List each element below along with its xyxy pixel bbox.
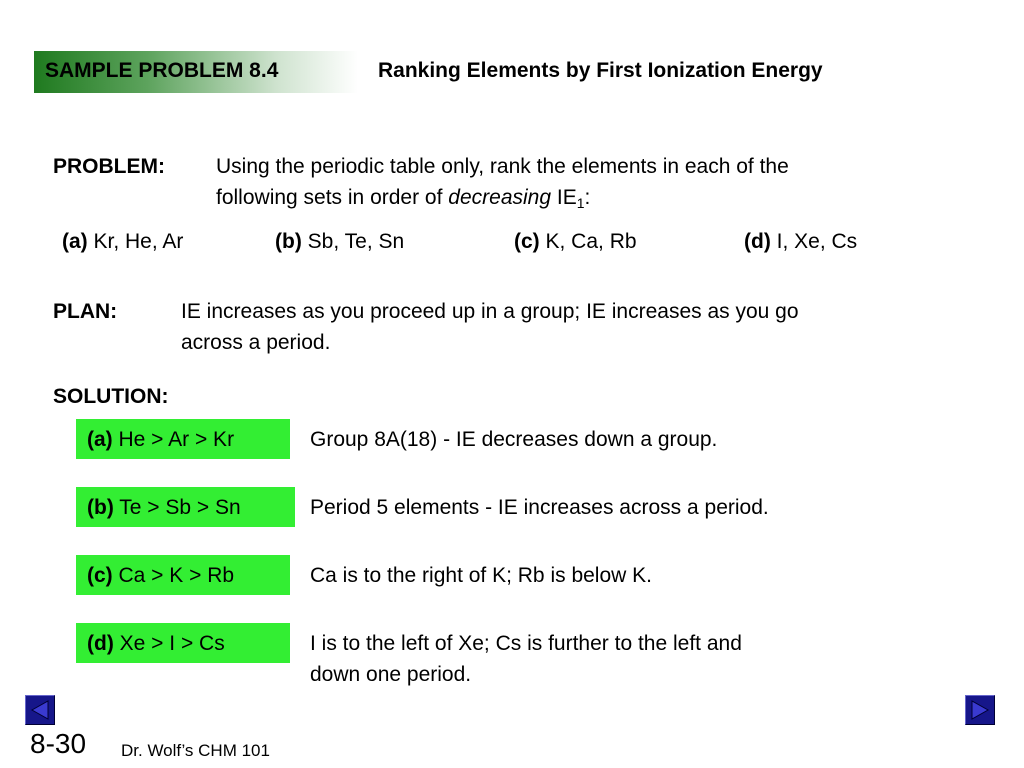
set-b-elements: Sb, Te, Sn <box>301 230 405 253</box>
previous-slide-button[interactable] <box>25 695 55 725</box>
set-a-elements: Kr, He, Ar <box>87 230 184 253</box>
answer-c-order: Ca > K > Rb <box>112 564 235 587</box>
answer-a-ranking <box>87 428 234 452</box>
answer-b-letter: (b) <box>87 496 114 519</box>
answer-b-ranking <box>87 496 241 520</box>
set-b <box>275 230 404 254</box>
answer-c-explanation: Ca is to the right of K; Rb is below K. <box>310 564 652 587</box>
answer-c-ranking <box>87 564 234 588</box>
page-title: Ranking Elements by First Ionization Energy <box>378 59 823 82</box>
answer-d-explanation <box>310 628 910 690</box>
answer-b-explanation: Period 5 elements - IE increases across a period. <box>310 496 769 519</box>
set-d-letter: (d) <box>744 230 771 253</box>
set-c <box>514 230 637 254</box>
sample-problem-label: SAMPLE PROBLEM 8.4 <box>45 59 279 82</box>
course-footer: Dr. Wolf’s CHM 101 <box>121 741 270 760</box>
answer-a-letter: (a) <box>87 428 113 451</box>
ie-symbol: IE <box>551 186 577 209</box>
problem-label: PROBLEM: <box>53 155 165 178</box>
set-b-letter: (b) <box>275 230 302 253</box>
answer-a-order: He > Ar > Kr <box>112 428 235 451</box>
answer-d-letter: (d) <box>87 632 114 655</box>
answer-b-order: Te > Sb > Sn <box>113 496 241 519</box>
slide-number: 8-30 <box>30 728 87 759</box>
problem-line-2-text: following sets in order of <box>216 186 449 209</box>
set-a <box>62 230 183 254</box>
problem-line-1: Using the periodic table only, rank the elements in each of the <box>216 155 789 178</box>
ie-subscript: 1 <box>576 195 585 211</box>
decreasing-emphasis: decreasing <box>448 186 552 209</box>
next-slide-button[interactable] <box>965 695 995 725</box>
plan-label: PLAN: <box>53 300 118 323</box>
answer-d-order: Xe > I > Cs <box>113 632 225 655</box>
set-c-letter: (c) <box>514 230 540 253</box>
solution-label: SOLUTION: <box>53 385 169 408</box>
triangle-left-icon <box>26 696 54 724</box>
set-c-elements: K, Ca, Rb <box>539 230 637 253</box>
problem-statement <box>216 151 976 219</box>
plan-line-1: IE increases as you proceed up in a group; IE increases as you go <box>181 300 799 323</box>
answer-d-explanation-line-2: down one period. <box>310 663 472 686</box>
answer-d-ranking <box>87 632 225 656</box>
set-d <box>744 230 857 254</box>
problem-line-2-colon: : <box>584 186 591 209</box>
plan-line-2: across a period. <box>181 331 331 354</box>
triangle-right-icon <box>966 696 994 724</box>
plan-text <box>181 296 981 358</box>
problem-line-2 <box>216 182 976 219</box>
answer-c-letter: (c) <box>87 564 113 587</box>
set-a-letter: (a) <box>62 230 88 253</box>
answer-a-explanation: Group 8A(18) - IE decreases down a group. <box>310 428 718 451</box>
set-d-elements: I, Xe, Cs <box>770 230 858 253</box>
answer-d-explanation-line-1: I is to the left of Xe; Cs is further to the left and <box>310 632 742 655</box>
